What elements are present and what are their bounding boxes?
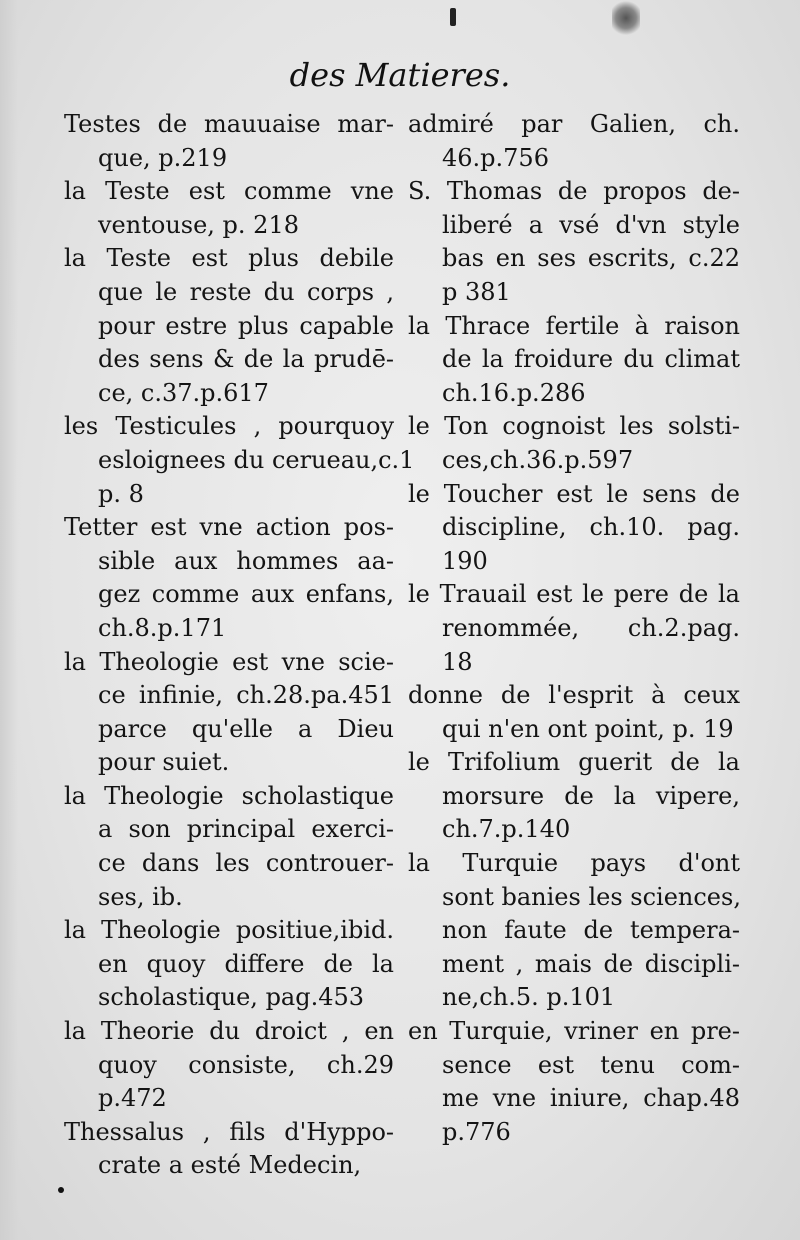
index-entry: [408, 746, 740, 847]
index-entry: [408, 175, 740, 309]
index-entry: [408, 310, 740, 411]
entry-continuation-line: p.472: [98, 1084, 167, 1113]
entry-continuation-line: ch.7.p.140: [442, 815, 571, 844]
entry-continuation-line: ce, c.37.p.617: [98, 378, 269, 407]
entry-heading-line: la Theologie positiue,ibid.: [64, 916, 394, 945]
entry-continuation-line: ment , mais de discipli-: [442, 949, 740, 978]
entry-continuation-line: crate a esté Medecin,: [98, 1151, 362, 1180]
index-entry: [64, 914, 394, 1015]
entry-heading-line: donne de l'esprit à ceux: [408, 681, 740, 710]
index-entry: [408, 1015, 740, 1149]
running-head: des Matieres.: [289, 56, 511, 94]
index-entry: [408, 679, 740, 746]
entry-heading-line: le Ton cognoist les solsti-: [408, 412, 740, 441]
entry-heading-line: le Toucher est le sens de: [408, 479, 740, 508]
entry-continuation-line: 190: [442, 546, 488, 575]
entry-continuation-line: renommée, ch.2.pag.: [442, 613, 740, 642]
entry-continuation-line: pour estre plus capable: [98, 311, 394, 340]
entry-heading-line: admiré par Galien, ch.: [408, 110, 740, 138]
entry-continuation-line: non faute de tempera-: [442, 916, 740, 945]
entry-continuation-line: a son principal exerci-: [98, 815, 394, 844]
entry-continuation-line: ch.16.p.286: [442, 378, 586, 407]
entry-continuation-line: ces,ch.36.p.597: [442, 445, 634, 474]
entry-continuation-line: sence est tenu com-: [442, 1050, 740, 1079]
entry-continuation-line: quoy consiste, ch.29: [98, 1050, 394, 1079]
entry-continuation-line: morsure de la vipere,: [442, 781, 740, 810]
entry-continuation-line: ses, ib.: [98, 882, 183, 911]
entry-continuation-line: des sens & de la prudē-: [98, 345, 394, 374]
entry-continuation-line: p. 8: [98, 479, 144, 508]
index-entry: [408, 847, 740, 1015]
index-entry: [64, 1116, 394, 1183]
entry-continuation-line: 18: [442, 647, 473, 676]
entry-continuation-line: que, p.219: [98, 143, 228, 172]
ink-mark: [450, 8, 456, 26]
entry-heading-line: Thessalus , fils d'Hyppo-: [64, 1117, 394, 1146]
index-entry: [64, 108, 394, 175]
entry-continuation-line: esloignees du cerueau,c.1: [98, 445, 415, 474]
entry-continuation-line: ne,ch.5. p.101: [442, 983, 616, 1012]
entry-heading-line: la Theorie du droict , en: [64, 1017, 394, 1046]
entry-continuation-line: gez comme aux enfans,: [98, 580, 394, 609]
entry-continuation-line: liberé a vsé d'vn style: [442, 210, 740, 239]
entry-heading-line: S. Thomas de propos de-: [408, 177, 740, 206]
entry-heading-line: la Turquie pays d'ont: [408, 849, 740, 878]
entry-continuation-line: scholastique, pag.453: [98, 983, 365, 1012]
entry-heading-line: en Turquie, vriner en pre-: [408, 1017, 740, 1046]
ink-blot: [612, 0, 640, 36]
entry-continuation-line: sont banies les sciences,: [442, 882, 741, 911]
entry-continuation-line: discipline, ch.10. pag.: [442, 513, 740, 542]
index-entry: [408, 108, 740, 175]
entry-heading-line: Testes de mauuaise mar-: [64, 110, 394, 138]
entry-continuation-line: me vne iniure, chap.48: [442, 1084, 740, 1113]
left-column: [64, 108, 415, 1183]
index-entry: [64, 780, 394, 914]
entry-continuation-line: parce qu'elle a Dieu: [98, 714, 394, 743]
entry-continuation-line: bas en ses escrits, c.22: [442, 244, 740, 273]
page-edge-shadow: [0, 0, 18, 1240]
index-entry: [64, 511, 394, 645]
entry-heading-line: les Testicules , pourquoy: [64, 412, 394, 441]
index-entry: [64, 410, 415, 511]
entry-continuation-line: de la froidure du climat: [442, 345, 740, 374]
entry-heading-line: le Trifolium guerit de la: [408, 748, 740, 777]
index-entry: [64, 242, 394, 410]
index-entry: [64, 646, 394, 780]
entry-continuation-line: que le reste du corps ,: [98, 277, 394, 306]
entry-continuation-line: ce dans les controuer-: [98, 849, 394, 878]
entry-heading-line: le Trauail est le pere de la: [408, 580, 740, 609]
entry-heading-line: la Teste est plus debile: [64, 244, 394, 273]
entry-continuation-line: ce infinie, ch.28.pa.451: [98, 681, 394, 710]
index-entry: [408, 478, 740, 579]
entry-continuation-line: en quoy differe de la: [98, 949, 394, 978]
index-entry: [64, 175, 394, 242]
index-entry: [408, 410, 740, 477]
entry-continuation-line: ventouse, p. 218: [98, 210, 299, 239]
entry-heading-line: la Teste est comme vne: [64, 177, 394, 206]
entry-heading-line: la Theologie est vne scie-: [64, 647, 394, 676]
entry-continuation-line: p 381: [442, 277, 511, 306]
entry-continuation-line: qui n'en ont point, p. 19: [442, 714, 734, 743]
entry-heading-line: la Theologie scholastique: [64, 781, 394, 810]
ink-dot: [58, 1187, 64, 1193]
entry-continuation-line: sible aux hommes aa-: [98, 546, 394, 575]
entry-continuation-line: ch.8.p.171: [98, 613, 227, 642]
entry-continuation-line: pour suiet.: [98, 748, 230, 777]
entry-continuation-line: p.776: [442, 1117, 511, 1146]
index-entry: [64, 1015, 394, 1116]
right-column: [408, 108, 740, 1149]
entry-heading-line: Tetter est vne action pos-: [64, 513, 394, 542]
entry-heading-line: la Thrace fertile à raison: [408, 311, 740, 340]
entry-continuation-line: 46.p.756: [442, 143, 549, 172]
index-entry: [408, 578, 740, 679]
